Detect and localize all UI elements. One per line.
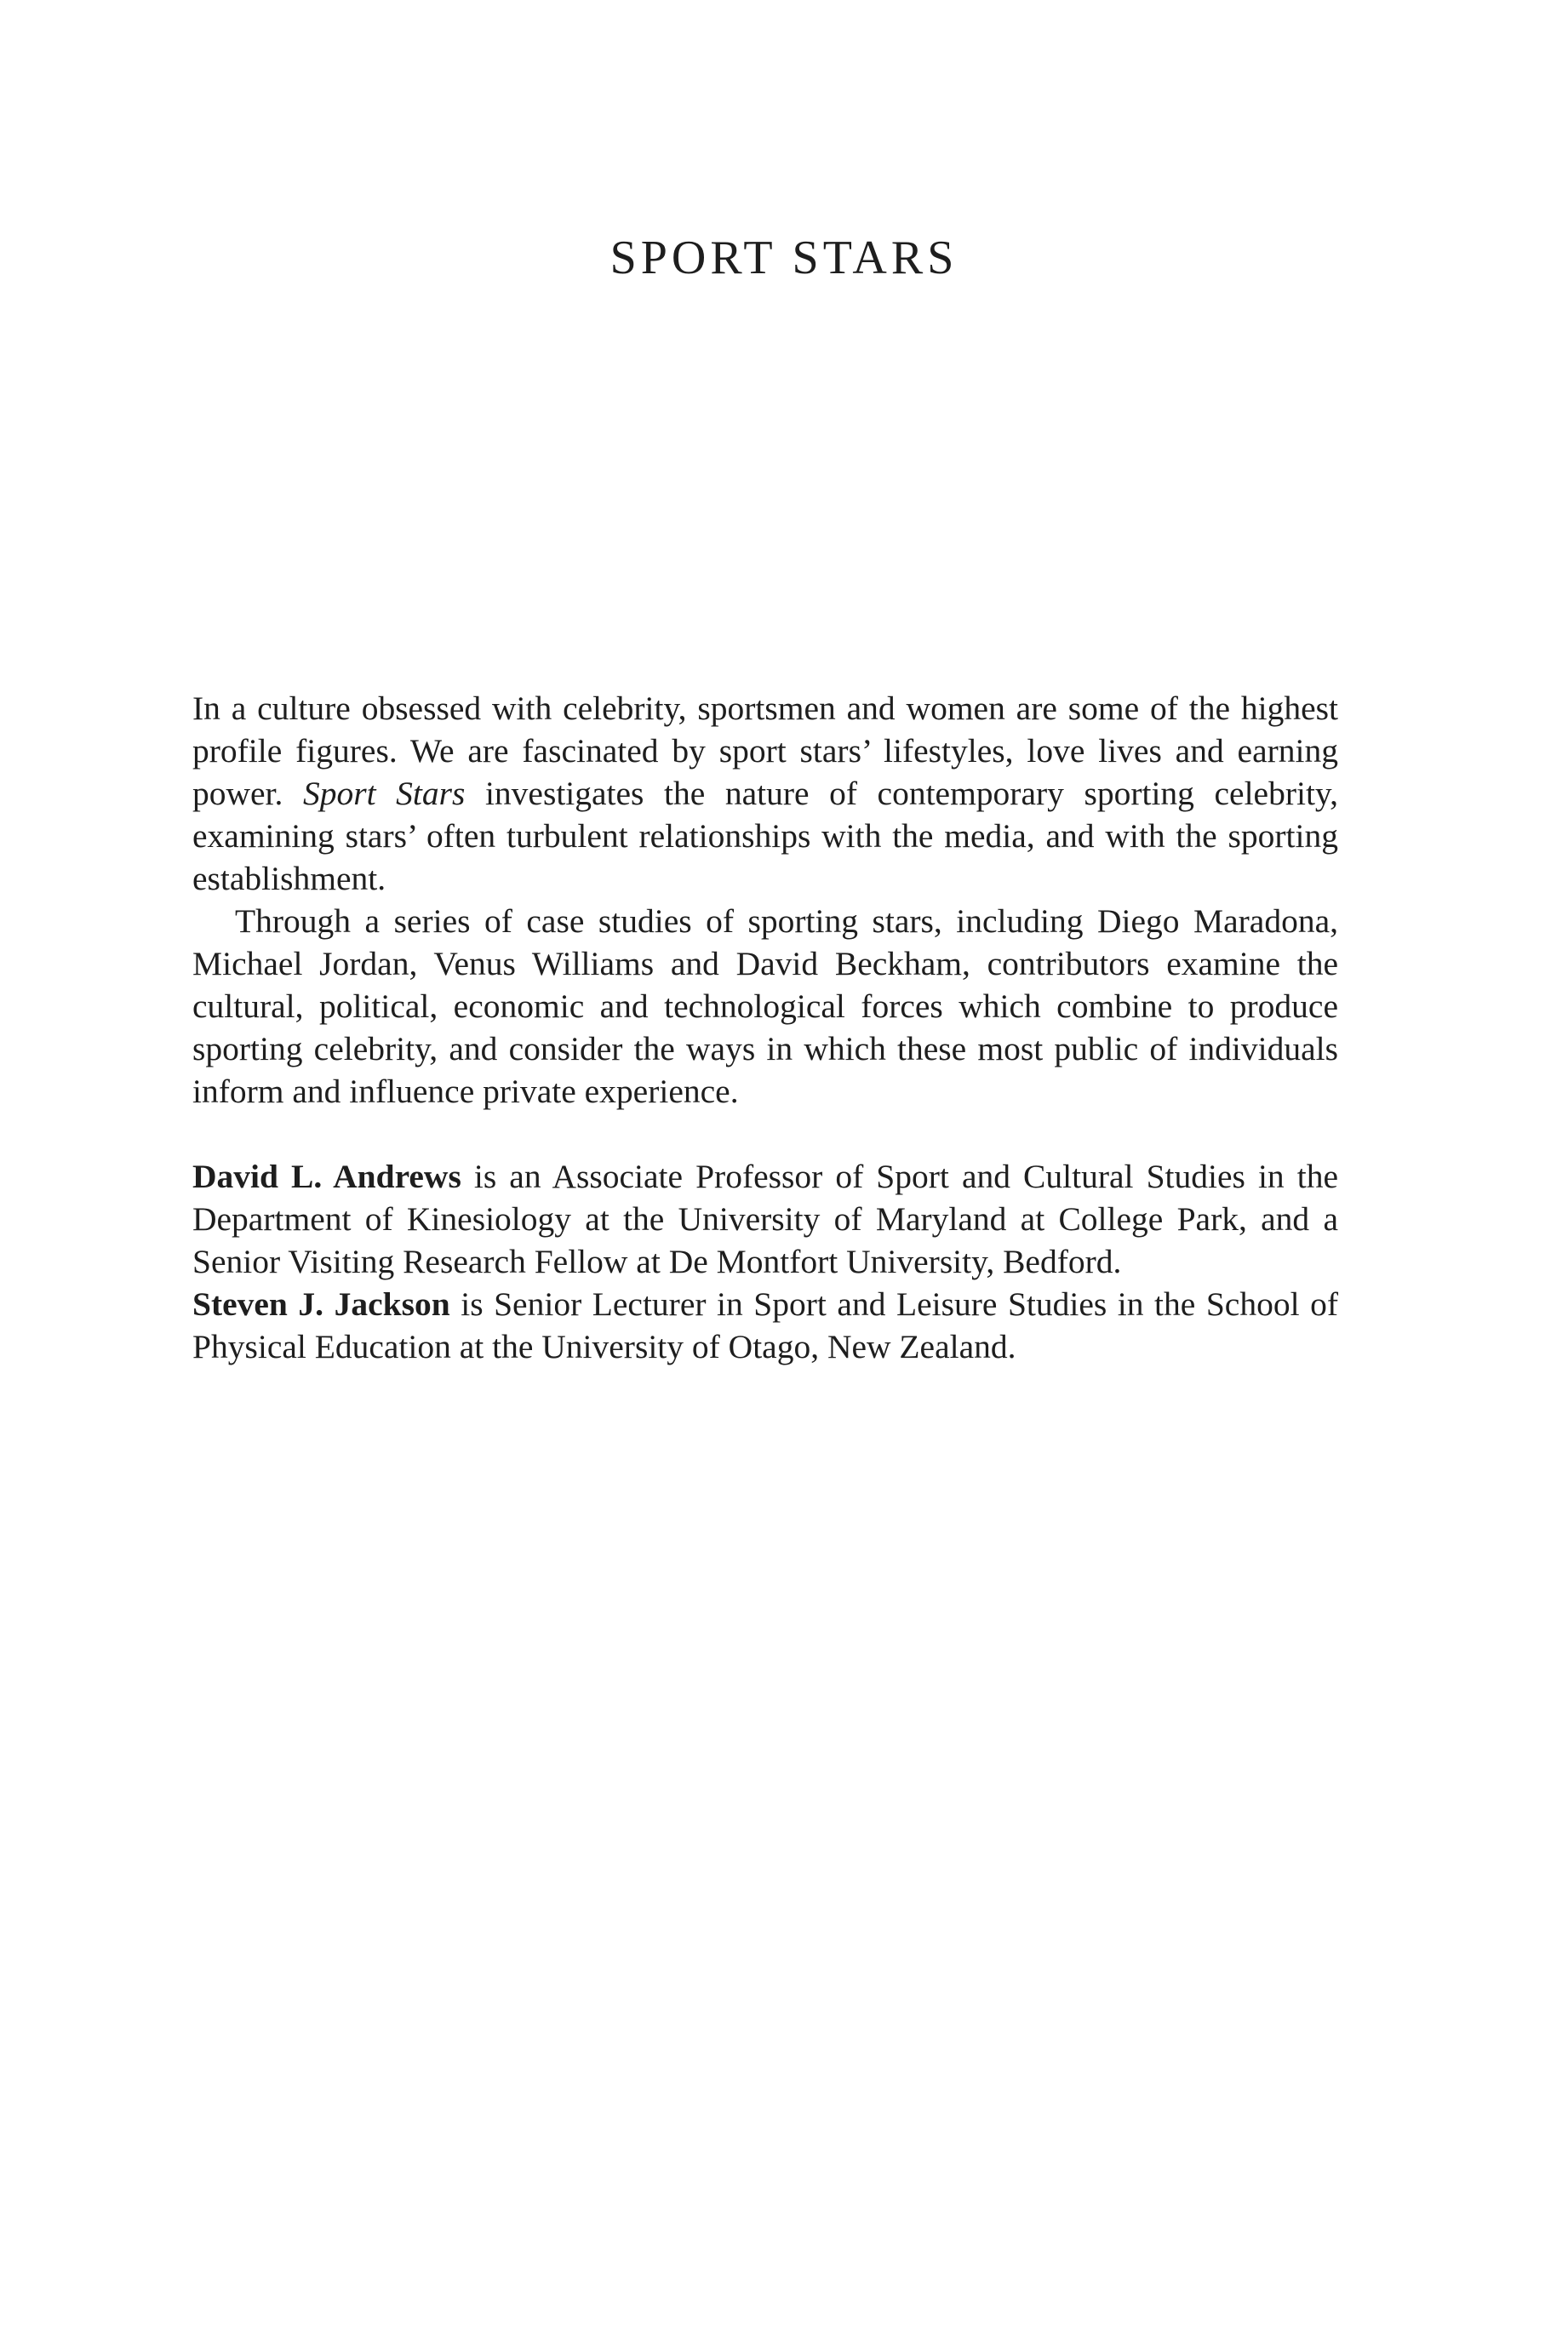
author-bio-text: is an Associate Professor of Sport and Cultural Studies in the Department of Kinesiology at the University of Maryland at College Park, and a Senior Visiting Research Fellow at De Montfort University, Bedford.	[192, 1158, 1338, 1280]
book-title-italic: Sport Stars	[302, 775, 466, 812]
description-paragraph-2: Through a series of case studies of sporting stars, including Diego Maradona, Michael Jordan, Venus Williams and David Beckham, contributors examine the cultural, political, economic and technological forces which combine to produce sporting celebrity, and consider the ways in which these most public of individuals inform and influence private experience.	[192, 902, 1338, 1110]
author-bio	[192, 1283, 1338, 1368]
author-bios	[192, 1155, 1338, 1368]
description-text: investigates the nature of contemporary sporting celebrity, examining stars’ often turbulent relationships with the media, and with the sporting establishment.	[192, 775, 1338, 897]
author-name: David L. Andrews	[192, 1158, 461, 1195]
book-description	[192, 687, 1338, 1113]
description-paragraph-1	[192, 687, 1338, 900]
author-bio-text: is Senior Lecturer in Sport and Leisure Studies in the School of Physical Education at the University of Otago, New Zealand.	[192, 1285, 1338, 1365]
author-bio	[192, 1155, 1338, 1283]
description-text: In a culture obsessed with celebrity, sportsmen and women are some of the highest profile figures. We are fascinated by sport stars’ lifestyles, love lives and earning power.	[192, 690, 1338, 812]
page-title: SPORT STARS	[609, 232, 959, 284]
author-name: Steven J. Jackson	[192, 1285, 450, 1323]
